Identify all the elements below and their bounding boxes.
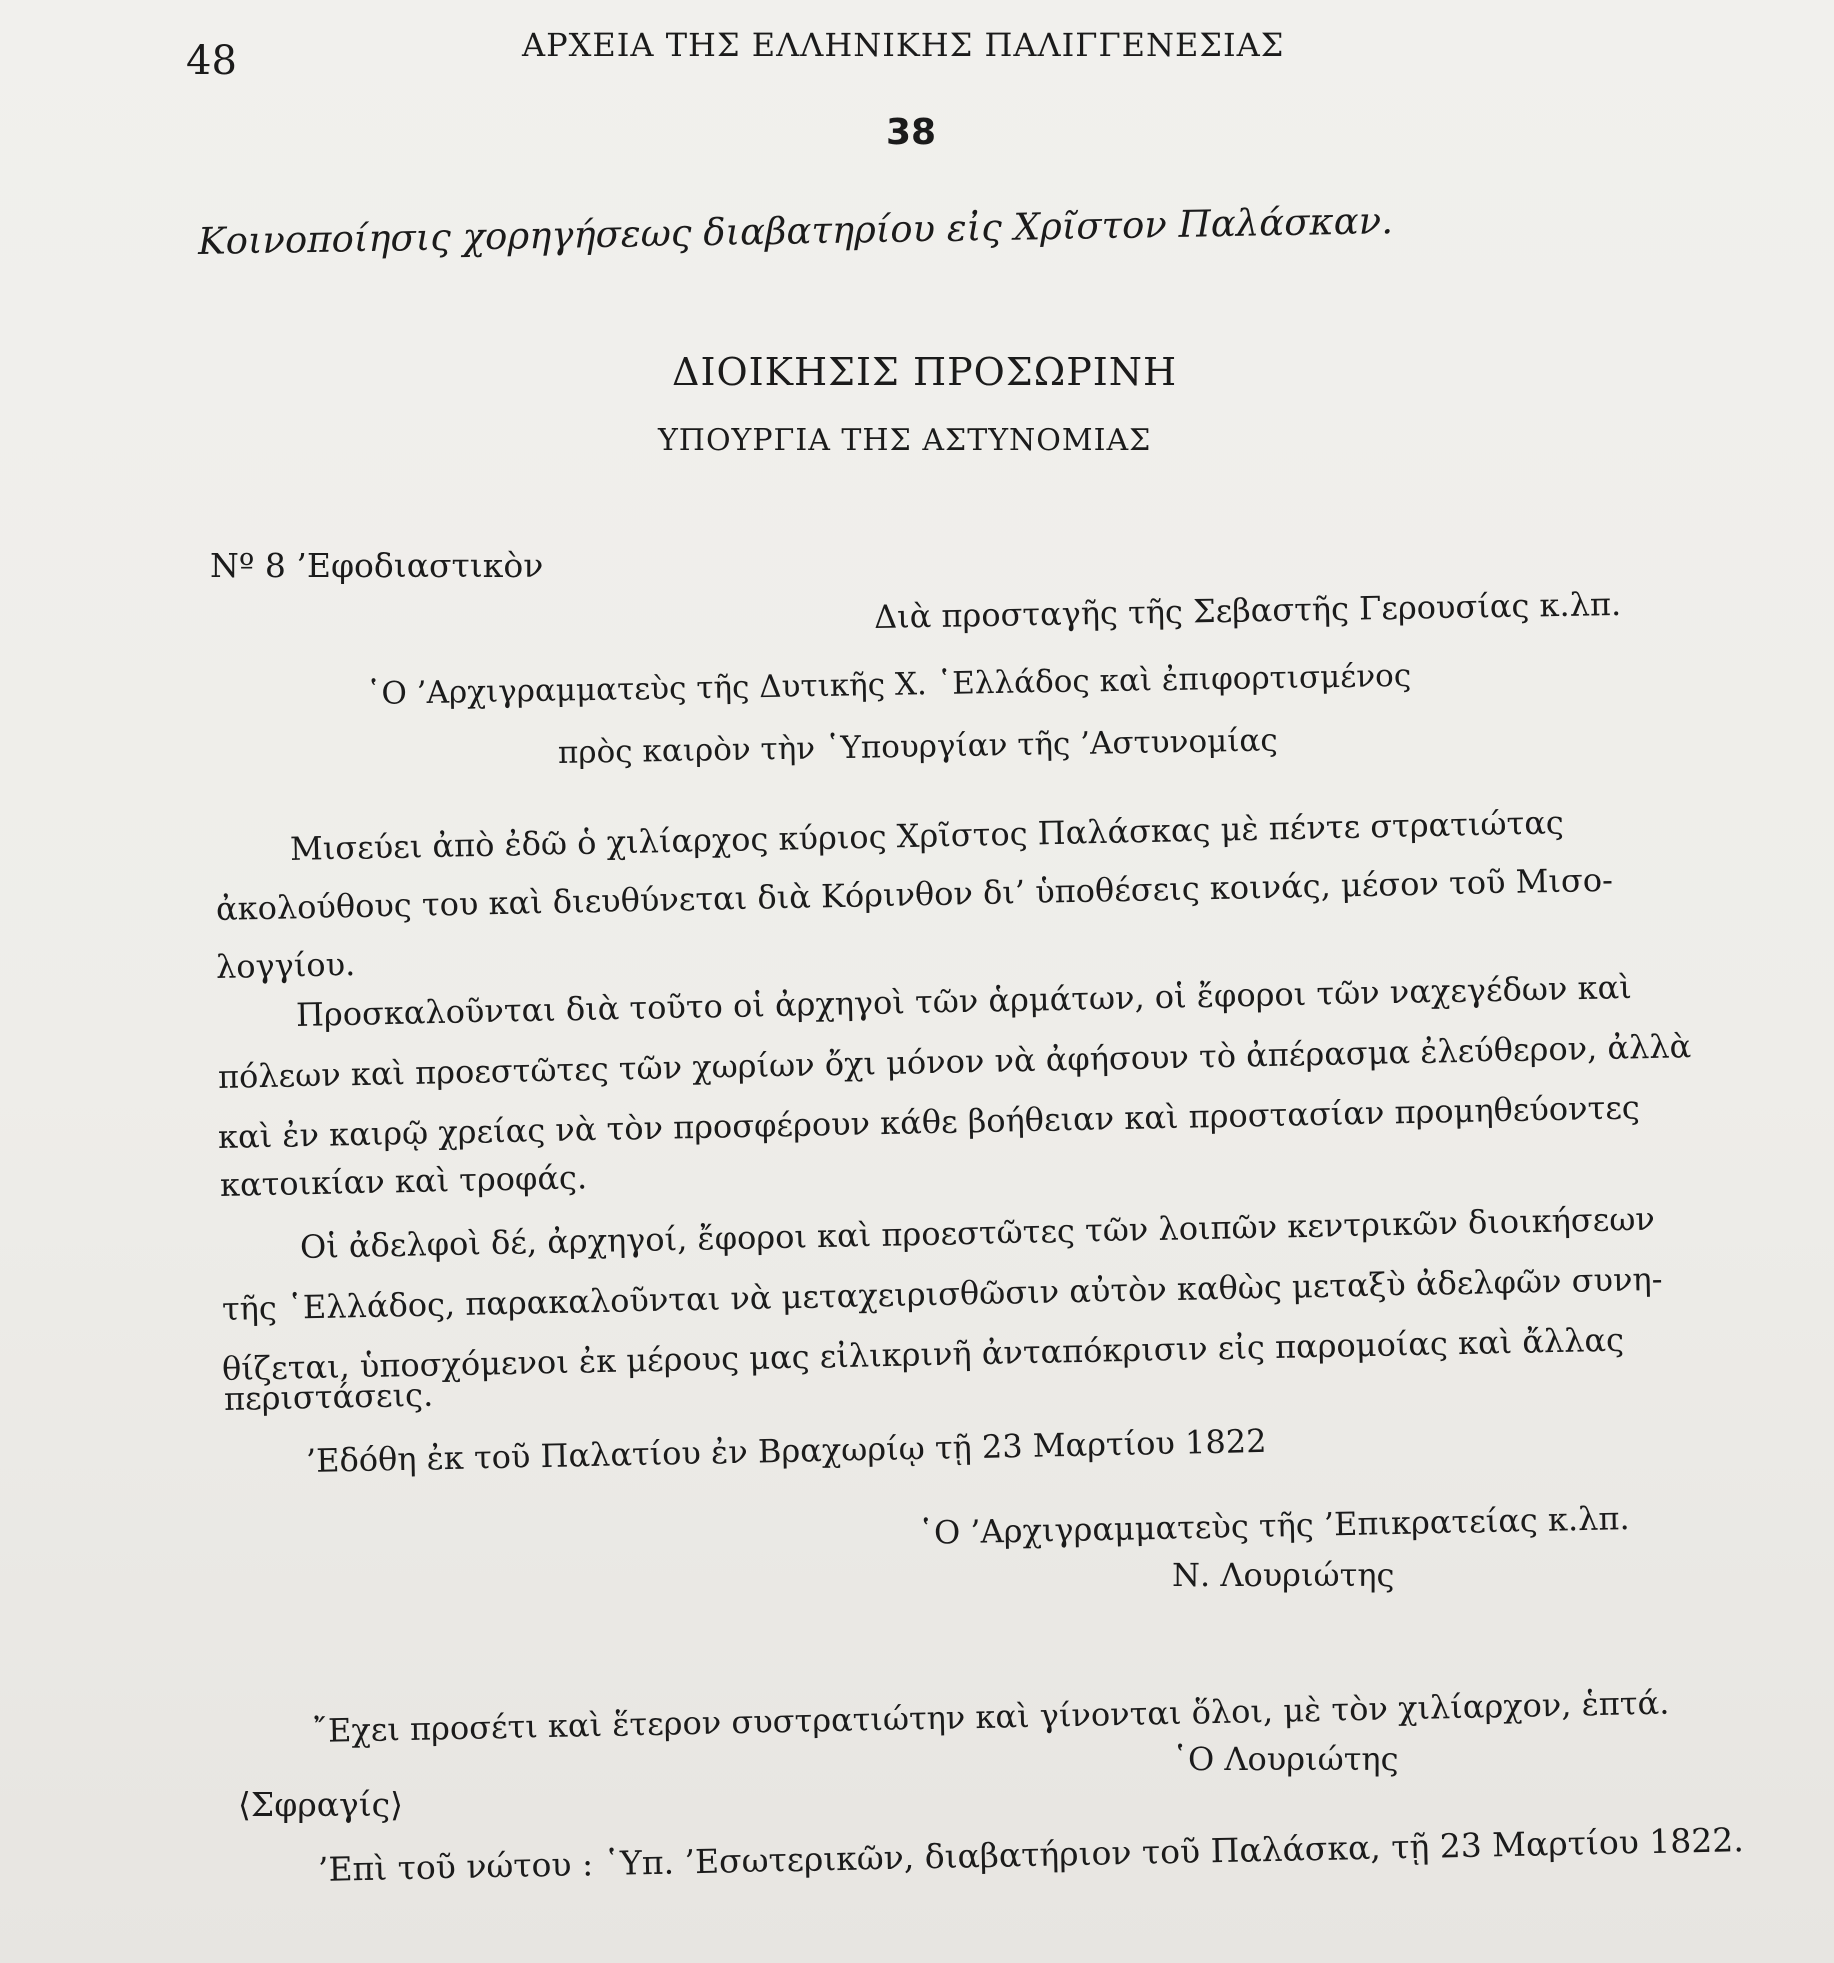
body-p3-line-1: Οἱ ἀδελφοὶ δέ, ἀρχηγοί, ἔφοροι καὶ προεστῶτες τῶν λοιπῶν κεντρικῶν διοικήσεων (299, 1199, 1656, 1266)
document-title: Κοινοποίησις χορηγήσεως διαβατηρίου εἰς Χρῖστον Παλάσκαν. (197, 199, 1394, 263)
seal-note: ⟨Σφραγίς⟩ (238, 1785, 404, 1824)
page-number: 48 (186, 38, 237, 84)
body-p1-line-2: ἀκολούθους του καὶ διευθύνεται διὰ Κόρινθον δι’ ὑποθέσεις κοινάς, μέσον τοῦ Μισο- (215, 860, 1614, 928)
reference-number: Nº 8 ’Εφοδιαστικὸν (210, 546, 544, 585)
body-p2-line-4: κατοικίαν καὶ τροφάς. (219, 1158, 588, 1204)
endorsement-note: ’Επὶ τοῦ νώτου : ῾Υπ. ’Εσωτερικῶν, διαβατήριον τοῦ Παλάσκα, τῇ 23 Μαρτίου 1822. (317, 1820, 1745, 1889)
signature-name: Ν. Λουριώτης (1172, 1556, 1395, 1594)
body-p1-line-1: Μισεύει ἀπὸ ἐδῶ ὁ χιλίαρχος κύριος Χρῖστος Παλάσκας μὲ πέντε στρατιώτας (289, 803, 1565, 868)
body-p2-line-1: Προσκαλοῦνται διὰ τοῦτο οἱ ἀρχηγοὶ τῶν ἁρμάτων, οἱ ἔφοροι τῶν ναχεγέδων καὶ (295, 968, 1633, 1034)
heading-ministry: ΥΠΟΥΡΓΙΑ ΤΗΣ ΑΣΤΥΝΟΜΙΑΣ (658, 423, 1152, 458)
heading-administration: ΔΙΟΙΚΗΣΙΣ ΠΡΟΣΩΡΙΝΗ (672, 350, 1178, 394)
sender-line-1: ῾Ο ’Αρχιγραμματεὺς τῆς Δυτικῆς Χ. ῾Ελλάδος καὶ ἐπιφορτισμένος (365, 657, 1412, 712)
authority-line: Διὰ προσταγῆς τῆς Σεβαστῆς Γερουσίας κ.λπ. (873, 584, 1622, 636)
body-p2-line-3: καὶ ἐν καιρῷ χρείας νὰ τὸν προσφέρουν κάθε βοήθειαν καὶ προστασίαν προμηθεύοντες (217, 1088, 1641, 1156)
postscript-signer: ῾Ο Λουριώτης (1172, 1740, 1399, 1778)
running-head: ΑΡΧΕΙΑ ΤΗΣ ΕΛΛΗΝΙΚΗΣ ΠΑΛΙΓΓΕΝΕΣΙΑΣ (522, 26, 1285, 64)
body-p2-line-2: πόλεων καὶ προεστῶτες τῶν χωρίων ὄχι μόνον νὰ ἀφήσουν τὸ ἀπέρασμα ἐλεύθερον, ἀλλὰ (217, 1027, 1692, 1096)
signature-title: ῾Ο ’Αρχιγραμματεὺς τῆς ’Επικρατείας κ.λπ. (917, 1499, 1630, 1552)
body-p3-line-3: θίζεται, ὑποσχόμενοι ἐκ μέρους μας εἰλικρινῆ ἀνταπόκρισιν εἰς παρομοίας καὶ ἄλλας (221, 1320, 1625, 1388)
body-p3-line-2: τῆς ῾Ελλάδος, παρακαλοῦνται νὰ μεταχειρισθῶσιν αὐτὸν καθὼς μεταξὺ ἀδελφῶν συνη- (221, 1259, 1663, 1328)
postscript-text: ῎Εχει προσέτι καὶ ἕτερον συστρατιώτην καὶ γίνονται ὅλοι, μὲ τὸν χιλίαρχον, ἑπτά. (311, 1683, 1670, 1750)
date-line: ’Εδόθη ἐκ τοῦ Παλατίου ἐν Βραχωρίῳ τῇ 23 Μαρτίου 1822 (305, 1421, 1267, 1480)
body-p3-line-4: περιστάσεις. (223, 1375, 434, 1418)
sender-line-2: πρὸς καιρὸν τὴν ῾Υπουργίαν τῆς ’Αστυνομίας (557, 722, 1278, 771)
body-p1-line-3: λογγίου. (215, 945, 356, 986)
document-number: 38 (886, 112, 937, 153)
